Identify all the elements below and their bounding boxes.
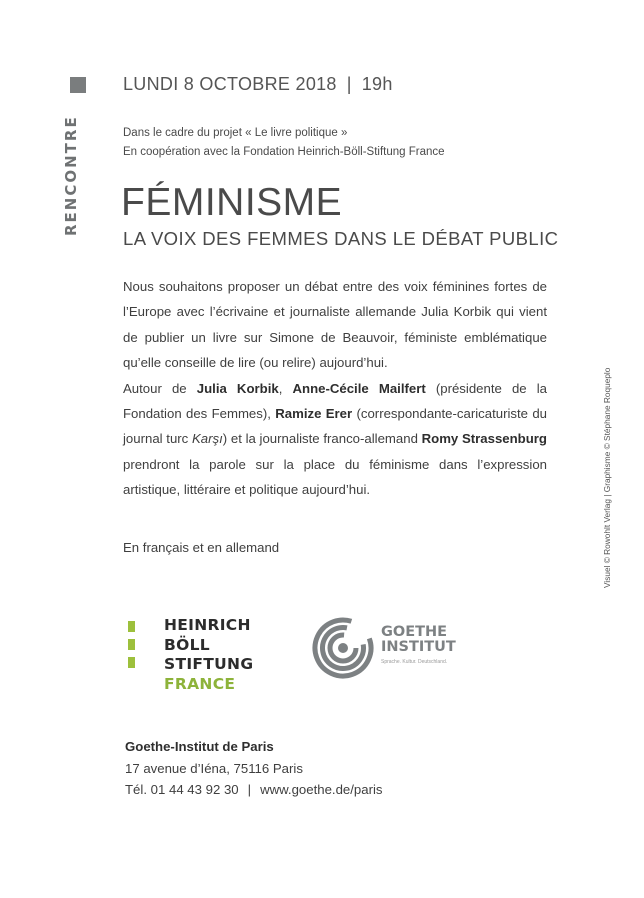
speaker-anne-cecile-mailfert: Anne-Cécile Mailfert: [292, 380, 426, 396]
goethe-spiral-icon: [312, 617, 374, 679]
event-time: 19h: [361, 74, 393, 94]
venue-contact-line: [125, 779, 383, 801]
hb-line-3: STIFTUNG: [164, 655, 254, 673]
context-line-1: Dans le cadre du projet « Le livre politique »: [123, 127, 348, 139]
event-description: [123, 274, 547, 503]
goethe-institut-logo: [312, 617, 456, 684]
context-line-2: En coopération avec la Fondation Heinrich-Böll-Stiftung France: [123, 146, 445, 158]
text-run: (correspondante-caricaturiste du journal turc: [123, 406, 547, 447]
hb-line-1: HEINRICH: [164, 616, 251, 634]
goethe-line-1: GOETHE: [381, 624, 448, 640]
hb-text: [164, 616, 253, 694]
speaker-ramize-erer: Ramize Erer: [275, 406, 353, 422]
rencontre-vertical-label: RENCONTRE: [62, 115, 80, 236]
venue-address: [125, 736, 383, 801]
date-separator: |: [346, 74, 352, 94]
text-run: ) et la journaliste franco-allemand: [222, 431, 422, 447]
languages-note: En français et en allemand: [123, 540, 280, 555]
venue-street: 17 avenue d’Iéna, 75116 Paris: [125, 760, 303, 776]
description-paragraph-2: [123, 376, 547, 503]
project-context: [123, 124, 445, 162]
hb-squares-icon: [128, 619, 137, 673]
event-date: LUNDI 8 OCTOBRE 2018: [123, 74, 337, 94]
page-subtitle: LA VOIX DES FEMMES DANS LE DÉBAT PUBLIC: [123, 228, 559, 249]
journal-name: Karşı: [191, 431, 223, 447]
event-date-line: [123, 74, 393, 95]
description-paragraph-1: Nous souhaitons proposer un débat entre des voix féminines fortes de l’Europe avec l’écrivaine et journaliste allemande Julia Korbik qui vient de publier un livre sur Simone de Beauvoir, féministe emblématique qu’elle conseille de lire (ou relire) aujourd’hui.: [123, 279, 547, 371]
image-credit: Visuel © Rowohlt Verlag | Graphisme © Stéphane Roqueplo: [602, 367, 612, 588]
goethe-wordmark: [381, 625, 456, 655]
venue-phone: Tél. 01 44 43 92 30: [125, 782, 239, 797]
text-run: (présidente de la Fondation des Femmes),: [123, 380, 548, 422]
hb-line-4: FRANCE: [164, 674, 236, 693]
speaker-romy-strassenburg: Romy Strassenburg: [421, 431, 547, 447]
page-title: FÉMINISME: [121, 181, 343, 224]
text-run: ,: [278, 380, 293, 396]
text-run: Autour de: [123, 380, 197, 396]
venue-name: Goethe-Institut de Paris: [125, 739, 274, 754]
venue-website: www.goethe.de/paris: [260, 782, 383, 797]
gray-square-marker: [70, 77, 86, 93]
speaker-julia-korbik: Julia Korbik: [196, 380, 279, 396]
text-run: prendront la parole sur la place du féminisme dans l’expression artistique, littéraire et politique aujourd’hui.: [123, 456, 547, 498]
hb-line-2: BÖLL: [164, 635, 210, 654]
contact-separator: |: [247, 782, 252, 797]
goethe-line-2: INSTITUT: [381, 639, 456, 655]
goethe-tagline: Sprache. Kultur. Deutschland.: [381, 659, 448, 665]
